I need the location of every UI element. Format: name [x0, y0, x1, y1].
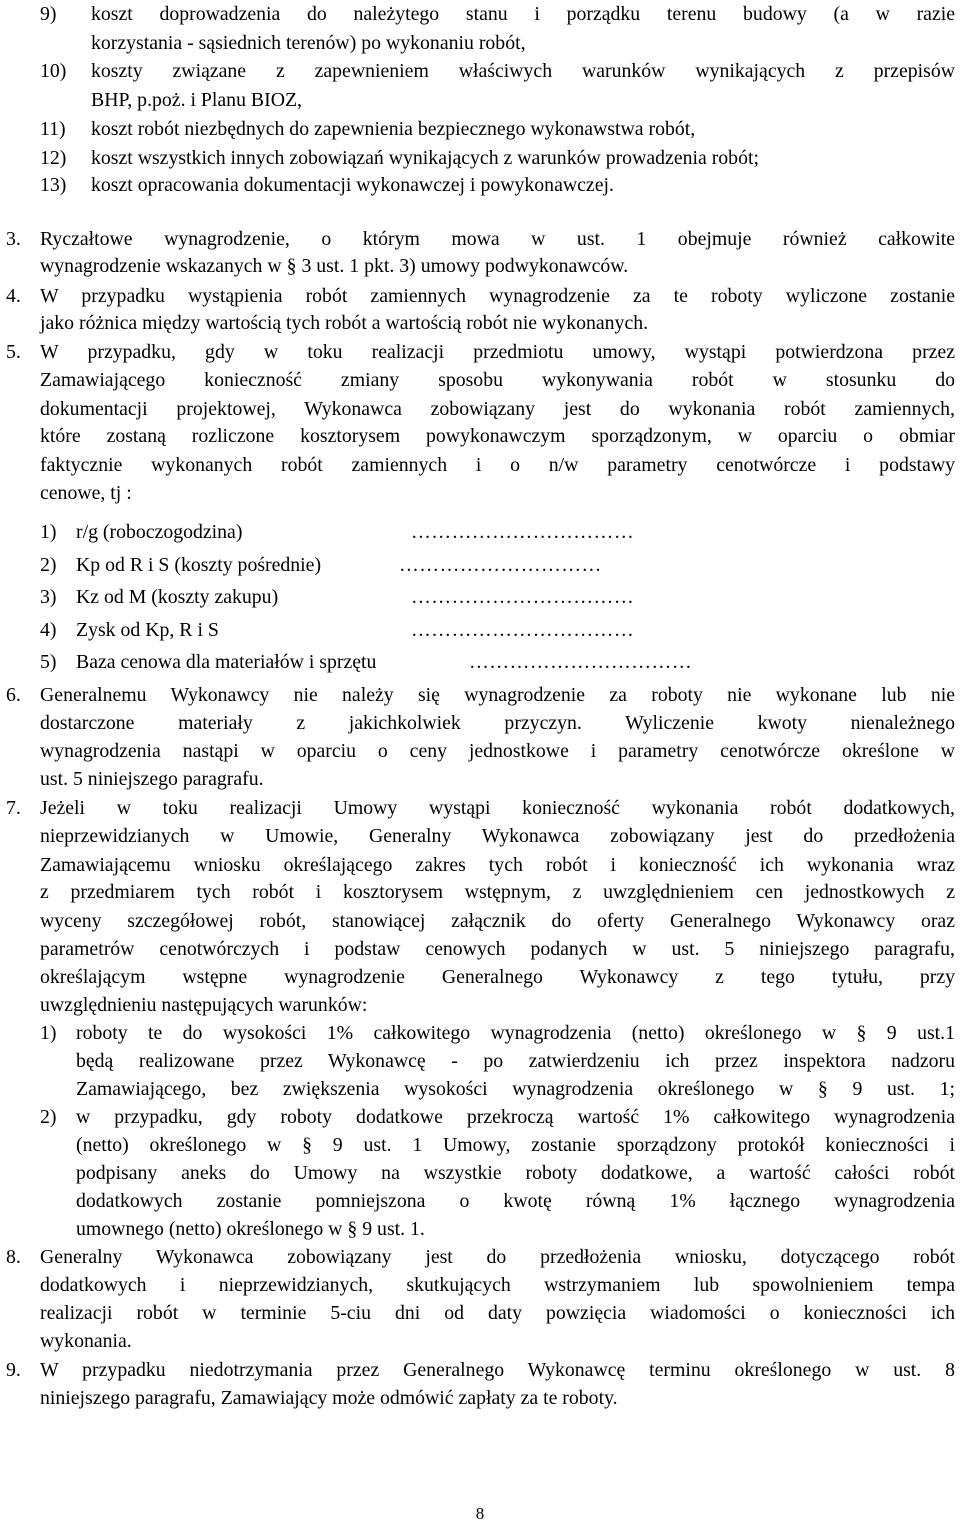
item-number: 11) [40, 118, 66, 140]
paragraph-line: wyceny szczegółowej robót, stanowiącej załącznik do oferty Generalnego Wykonawcy oraz [40, 910, 955, 932]
parameter-label: Kz od M (koszty zakupu) [76, 586, 279, 608]
paragraph-number: 6. [6, 684, 21, 706]
item-text: koszt wszystkich innych zobowiązań wynikających z warunków prowadzenia robót; [91, 147, 759, 169]
sub-item-line: dodatkowych zostanie pomniejszona o kwotę równą 1% łącznego wynagrodzenia [76, 1190, 955, 1212]
parameter-label: r/g (roboczogodzina) [76, 521, 243, 543]
fill-in-dots: …………………………… [469, 651, 693, 673]
paragraph-number: 8. [6, 1246, 21, 1268]
parameter-number: 5) [40, 651, 57, 673]
paragraph-number: 7. [6, 797, 21, 819]
item-text: koszty związane z zapewnieniem właściwych warunków wynikających z przepisów [91, 60, 955, 82]
paragraph-line: uwzględnieniu następujących warunków: [40, 994, 368, 1016]
parameter-number: 3) [40, 586, 57, 608]
item-number: 10) [40, 60, 67, 82]
paragraph-number: 3. [6, 228, 21, 250]
paragraph-number: 5. [6, 341, 21, 363]
paragraph-number: 9. [6, 1359, 21, 1381]
item-text: BHP, p.poż. i Planu BIOZ, [91, 89, 303, 111]
sub-item-line: w przypadku, gdy roboty dodatkowe przekroczą wartość 1% całkowitego wynagrodzenia [76, 1106, 955, 1128]
fill-in-dots: …………………………… [411, 521, 635, 543]
paragraph-line: W przypadku wystąpienia robót zamiennych wynagrodzenie za te roboty wyliczone zostanie [40, 285, 955, 307]
paragraph-line: Zamawiającego konieczność zmiany sposobu wykonywania robót w stosunku do [40, 369, 955, 391]
sub-item-line: podpisany aneks do Umowy na wszystkie roboty dodatkowe, a wartość całości robót [76, 1162, 955, 1184]
paragraph-line: W przypadku, gdy w toku realizacji przedmiotu umowy, wystąpi potwierdzona przez [40, 341, 955, 363]
sub-item-line: będą realizowane przez Wykonawcę - po zatwierdzeniu ich przez inspektora nadzoru [76, 1050, 955, 1072]
paragraph-line: jako różnica między wartością tych robót a wartością robót nie wykonanych. [40, 312, 649, 334]
paragraph-line: faktycznie wykonanych robót zamiennych i o n/w parametry cenotwórcze i podstawy [40, 454, 955, 476]
paragraph-line: Generalny Wykonawca zobowiązany jest do przedłożenia wniosku, dotyczącego robót [40, 1246, 955, 1268]
sub-item-line: (netto) określonego w § 9 ust. 1 Umowy, zostanie sporządzony protokół konieczności i [76, 1134, 955, 1156]
parameter-number: 1) [40, 521, 57, 543]
paragraph-line: wynagrodzenia nastąpi w oparciu o ceny jednostkowe i parametry cenotwórcze określone w [40, 740, 955, 762]
paragraph-line: niniejszego paragrafu, Zamawiający może odmówić zapłaty za te roboty. [40, 1387, 618, 1409]
paragraph-line: które zostaną rozliczone kosztorysem powykonawczym sporządzonym, w oparciu o obmiar [40, 425, 955, 447]
paragraph-line: Jeżeli w toku realizacji Umowy wystąpi konieczność wykonania robót dodatkowych, [40, 797, 955, 819]
paragraph-line: Zamawiającemu wniosku określającego zakres tych robót i konieczność ich wykonania wraz [40, 854, 955, 876]
paragraph-line: wykonania. [40, 1330, 132, 1352]
page-number: 8 [475, 1504, 485, 1523]
paragraph-line: dostarczone materiały z jakichkolwiek przyczyn. Wyliczenie kwoty nienależnego [40, 712, 955, 734]
paragraph-line: dodatkowych i nieprzewidzianych, skutkujących wstrzymaniem lub spowolnieniem tempa [40, 1274, 955, 1296]
parameter-label: Baza cenowa dla materiałów i sprzętu [76, 651, 377, 673]
item-text: korzystania - sąsiednich terenów) po wykonaniu robót, [91, 32, 526, 54]
paragraph-line: parametrów cenotwórczych i podstaw cenowych podanych w ust. 5 niniejszego paragrafu, [40, 938, 955, 960]
sub-item-line: Zamawiającego, bez zwiększenia wysokości wynagrodzenia określonego w § 9 ust. 1; [76, 1078, 955, 1100]
paragraph-line: określającym wstępne wynagrodzenie Generalnego Wykonawcy z tego tytułu, przy [40, 966, 955, 988]
item-number: 13) [40, 174, 67, 196]
sub-item-number: 2) [40, 1106, 57, 1128]
fill-in-dots: …………………………… [411, 586, 635, 608]
sub-item-line: umownego (netto) określonego w § 9 ust. 1. [76, 1218, 425, 1240]
paragraph-line: ust. 5 niniejszego paragrafu. [40, 768, 264, 790]
item-text: koszt robót niezbędnych do zapewnienia bezpiecznego wykonawstwa robót, [91, 118, 696, 140]
parameter-label: Zysk od Kp, R i S [76, 619, 219, 641]
paragraph-number: 4. [6, 285, 21, 307]
sub-item-number: 1) [40, 1022, 57, 1044]
paragraph-line: nieprzewidzianych w Umowie, Generalny Wykonawca zobowiązany jest do przedłożenia [40, 825, 955, 847]
item-text: koszt doprowadzenia do należytego stanu i porządku terenu budowy (a w razie [91, 3, 955, 25]
parameter-label: Kp od R i S (koszty pośrednie) [76, 554, 322, 576]
paragraph-line: dokumentacji projektowej, Wykonawca zobowiązany jest do wykonania robót zamiennych, [40, 398, 955, 420]
fill-in-dots: …………………………… [411, 619, 635, 641]
paragraph-line: cenowe, tj : [40, 482, 132, 504]
item-number: 9) [40, 3, 57, 25]
parameter-number: 4) [40, 619, 57, 641]
item-number: 12) [40, 147, 67, 169]
fill-in-dots: ………………………… [399, 554, 602, 576]
paragraph-line: Generalnemu Wykonawcy nie należy się wynagrodzenie za roboty nie wykonane lub nie [40, 684, 955, 706]
paragraph-line: Ryczałtowe wynagrodzenie, o którym mowa w ust. 1 obejmuje również całkowite [40, 228, 955, 250]
paragraph-line: realizacji robót w terminie 5-ciu dni od daty powzięcia wiadomości o konieczności ich [40, 1302, 955, 1324]
paragraph-line: wynagrodzenie wskazanych w § 3 ust. 1 pkt. 3) umowy podwykonawców. [40, 255, 629, 277]
parameter-number: 2) [40, 554, 57, 576]
sub-item-line: roboty te do wysokości 1% całkowitego wynagrodzenia (netto) określonego w § 9 ust.1 [76, 1022, 955, 1044]
paragraph-line: W przypadku niedotrzymania przez Generalnego Wykonawcę terminu określonego w ust. 8 [40, 1359, 955, 1381]
item-text: koszt opracowania dokumentacji wykonawczej i powykonawczej. [91, 174, 614, 196]
paragraph-line: z przedmiarem tych robót i kosztorysem wstępnym, z uwzględnieniem cen jednostkowych z [40, 881, 955, 903]
